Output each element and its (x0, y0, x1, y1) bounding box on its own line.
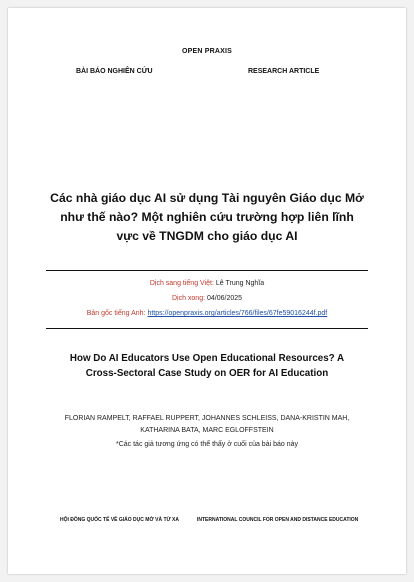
date-line (8, 295, 406, 302)
article-type-en: RESEARCH ARTICLE (248, 68, 320, 75)
source-line (8, 310, 406, 317)
article-type-vi: BÀI BÁO NGHIÊN CỨU (76, 68, 153, 75)
translator-label: Dịch sang tiếng Việt: (149, 280, 214, 287)
translator-line (8, 280, 406, 287)
source-label: Bản gốc tiếng Anh: (86, 310, 146, 317)
source-link[interactable]: https://openpraxis.org/articles/766/files/67fe59016244f.pdf (147, 310, 328, 317)
title-vietnamese: Các nhà giáo dục AI sử dụng Tài nguyên Giáo dục Mở như thế nào? Một nghiên cứu trường hợp liên lĩnh vực về TNGDM cho giáo dục AI (50, 191, 364, 243)
document-page (8, 8, 406, 574)
footer-council-en: INTERNATIONAL COUNCIL FOR OPEN AND DISTANCE EDUCATION (197, 517, 359, 523)
date-label: Dịch xong: (171, 295, 206, 302)
divider-bottom (46, 328, 368, 329)
translator-name: Lê Trung Nghĩa (215, 280, 265, 287)
author-list: FLORIAN RAMPELT, RAFFAEL RUPPERT, JOHANNES SCHLEISS, DANA-KRISTIN MAH, KATHARINA BATA, MARC EGLOFFSTEIN (64, 415, 350, 434)
footer-council-vi: HỘI ĐỒNG QUỐC TẾ VỀ GIÁO DỤC MỞ VÀ TỪ XA (60, 517, 179, 523)
date-value: 04/06/2025 (206, 295, 243, 302)
journal-name: OPEN PRAXIS (181, 48, 233, 55)
title-english: How Do AI Educators Use Open Educational Resources? A Cross-Sectoral Case Study on OER for AI Education (69, 353, 345, 379)
divider-top (46, 270, 368, 271)
author-note: *Các tác giả tương ứng có thể thấy ở cuối của bài báo này (116, 441, 298, 448)
